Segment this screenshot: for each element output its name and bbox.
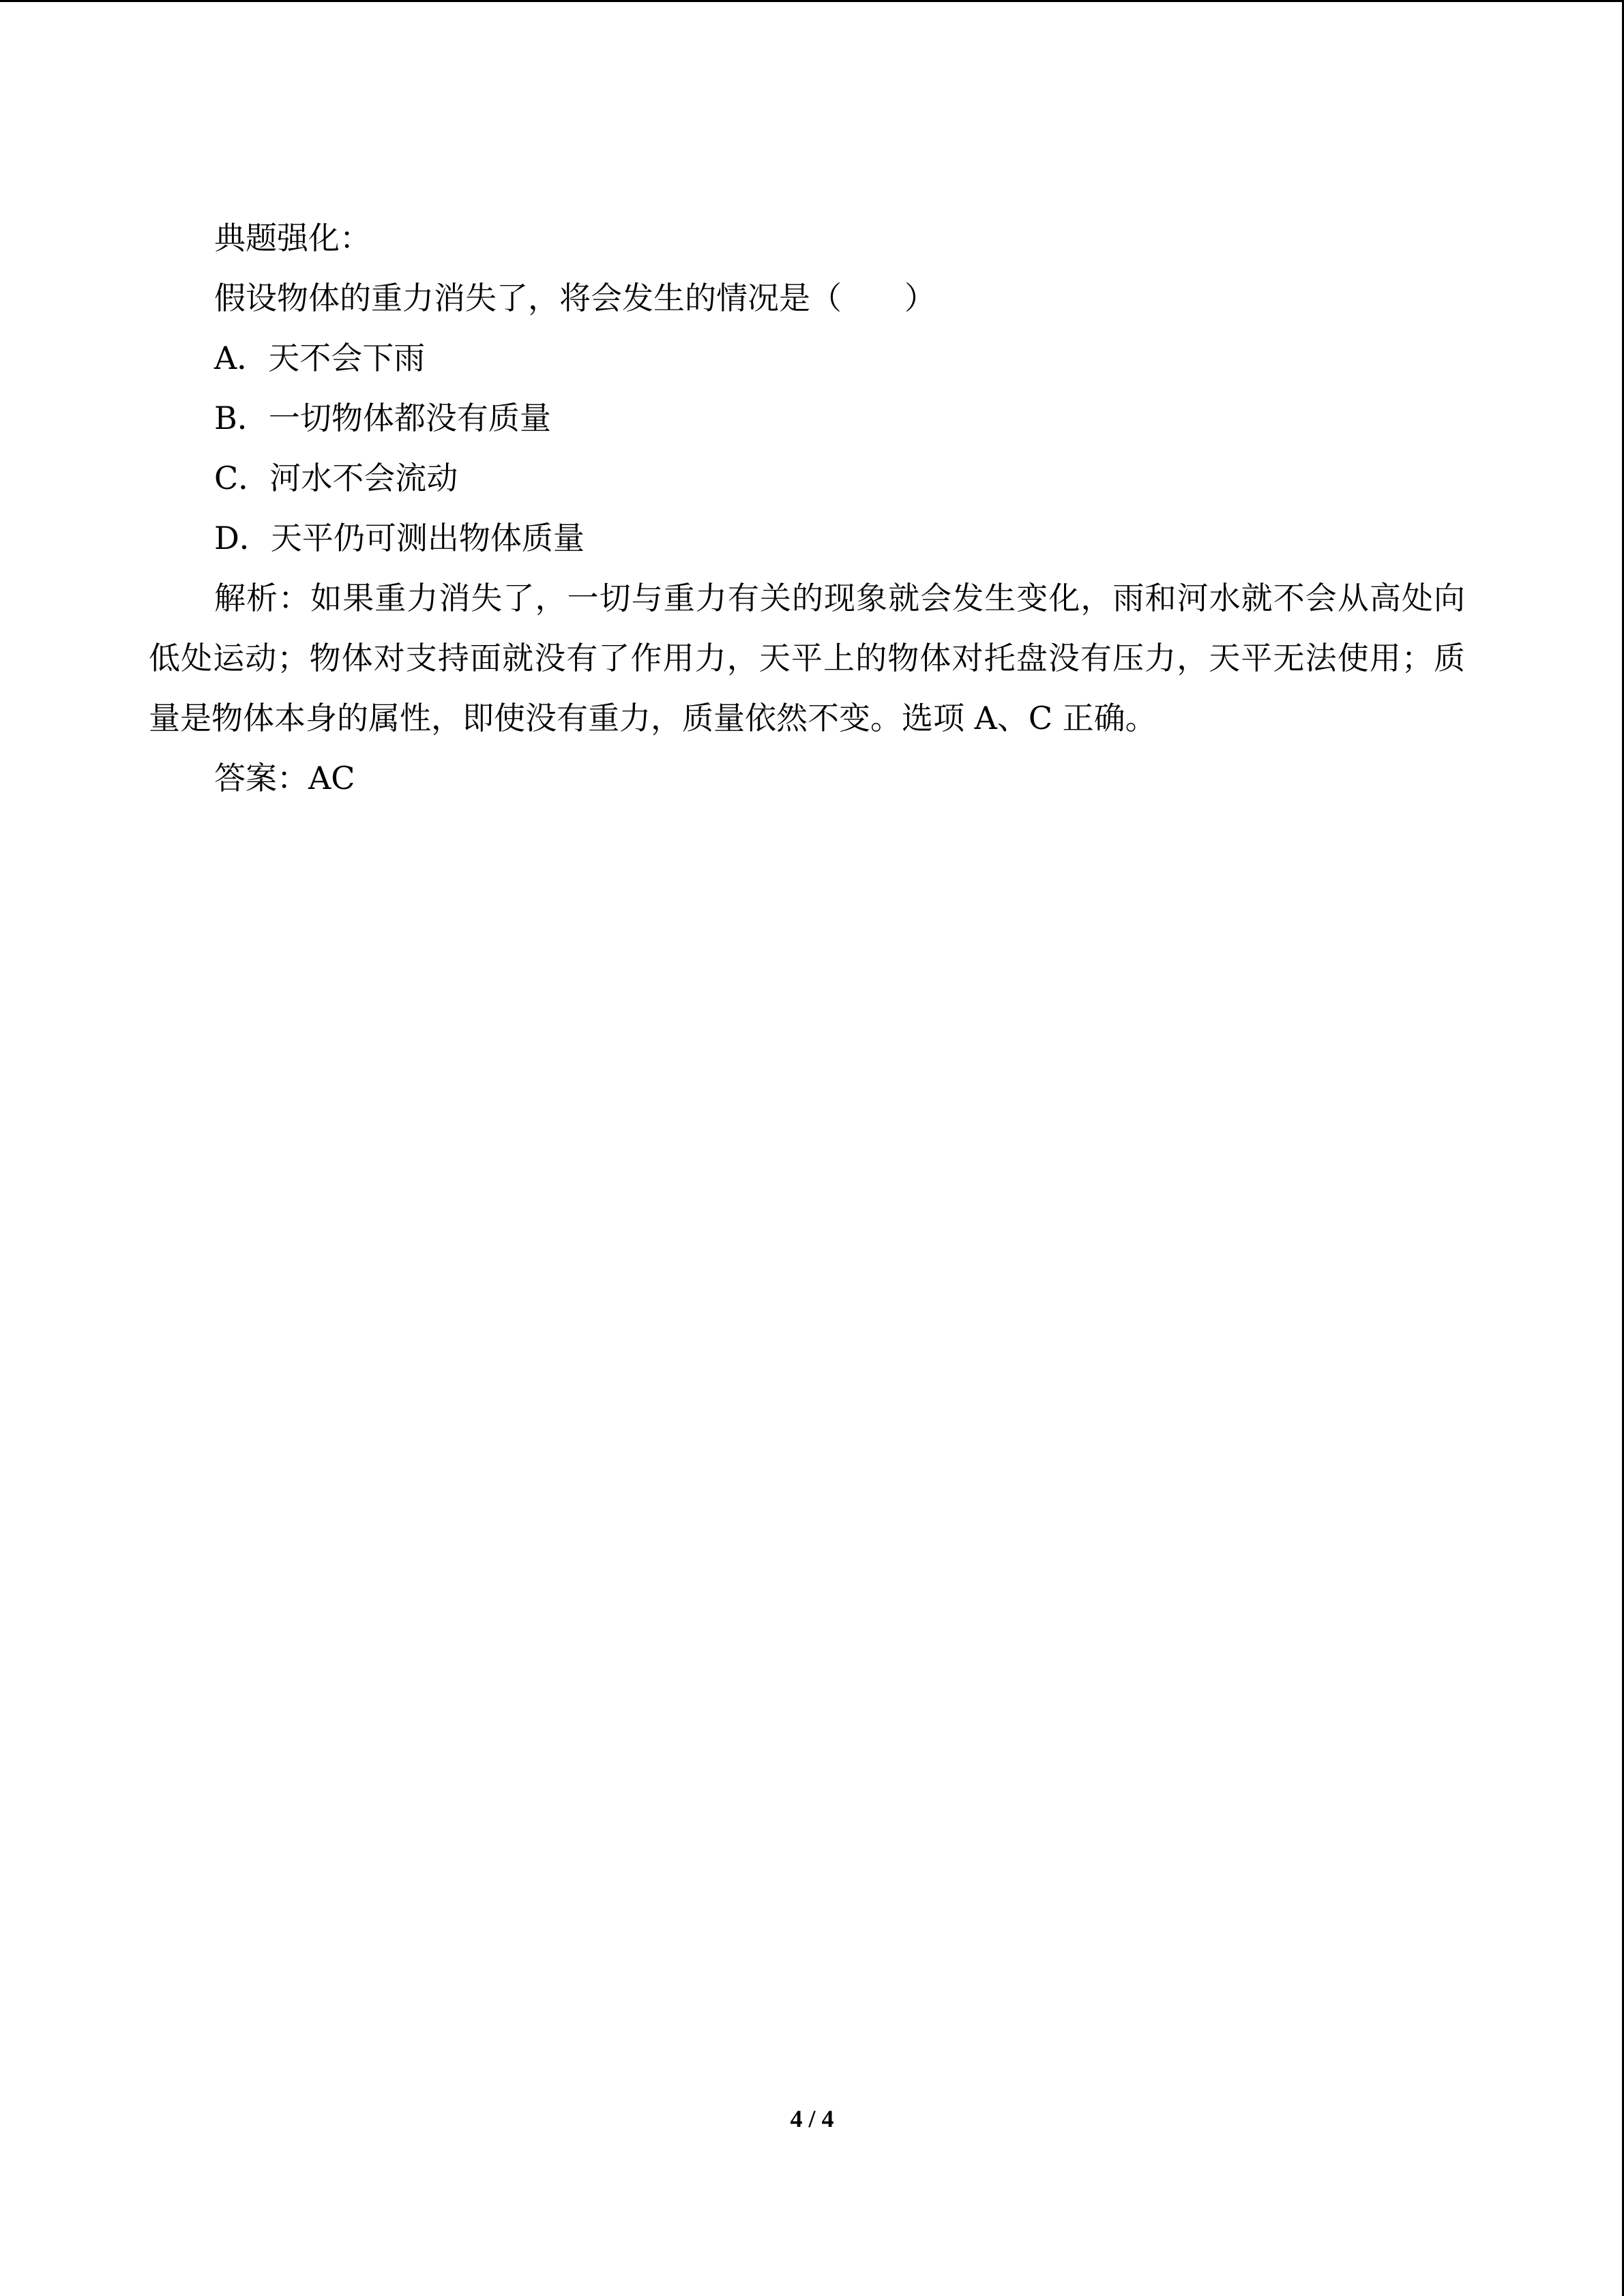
- option-a: [149, 328, 1465, 388]
- option-b-separator: ．: [237, 400, 269, 436]
- option-b-label: B: [214, 400, 237, 436]
- option-a-text: 天不会下雨: [268, 340, 426, 376]
- analysis-paragraph: 解析：如果重力消失了，一切与重力有关的现象就会发生变化，雨和河水就不会从高处向低处运动；物体对支持面就没有了作用力，天平上的物体对托盘没有压力，天平无法使用；质量是物体本身的属性，即使没有重力，质量依然不变。选项 A、C 正确。: [149, 580, 1465, 736]
- option-c-text: 河水不会流动: [269, 460, 458, 496]
- option-d-separator: ．: [239, 520, 271, 556]
- option-c-label: C: [214, 460, 239, 496]
- section-heading: 典题强化：: [214, 220, 371, 256]
- option-a-label: A: [214, 340, 237, 376]
- question-stem: 假设物体的重力消失了，将会发生的情况是（ ）: [214, 280, 936, 316]
- option-c: [149, 448, 1465, 508]
- option-d-text: 天平仍可测出物体质量: [270, 520, 585, 556]
- option-c-separator: ．: [238, 460, 270, 496]
- option-b: [149, 388, 1465, 448]
- option-d-label: D: [214, 520, 239, 556]
- page-number: 4 / 4: [790, 2105, 834, 2132]
- option-d: [149, 508, 1465, 568]
- answer: 答案：AC: [214, 760, 355, 796]
- option-a-separator: ．: [237, 340, 269, 376]
- document-body: [149, 208, 1465, 808]
- page-border-top: [0, 0, 1624, 2]
- option-b-text: 一切物体都没有质量: [268, 400, 551, 436]
